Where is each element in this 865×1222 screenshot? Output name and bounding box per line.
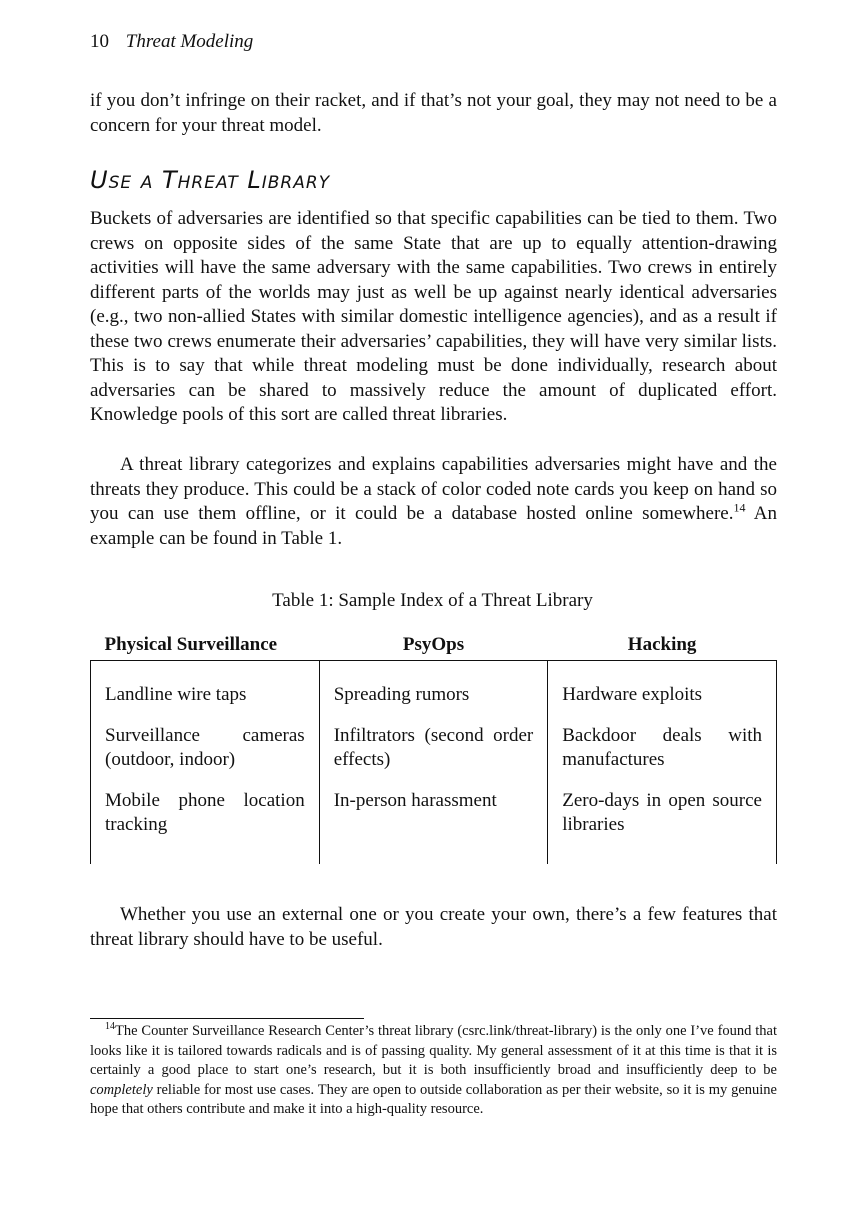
footnote-text: The Counter Surveillance Research Center’s threat library (csrc.link/threat-library) is the only one I’ve found that looks like it is tailored towards radicals and is of passing quality. My general assessment of it at this time is that it is certainly a good place to start one’s research, but it is both insufficiently broad and insufficiently deep to be <box>90 1023 777 1078</box>
table-cell: Infiltrators (second order effects) <box>319 724 548 789</box>
running-title: Threat Modeling <box>125 31 254 52</box>
threat-library-table <box>90 632 777 864</box>
section-title: Use a Threat Library <box>90 166 331 194</box>
footnote-reference[interactable]: 14 <box>733 500 746 515</box>
footnote-rule <box>90 1018 364 1019</box>
table-cell: Zero-days in open source libraries <box>548 789 777 864</box>
paragraph-features: Whether you use an external one or you create your own, there’s a few features that threat library should have to be useful. <box>90 904 777 950</box>
column-header: Hacking <box>548 632 777 661</box>
table-cell: Surveillance cameras (outdoor, indoor) <box>91 724 320 789</box>
paragraph-text: A threat library categorizes and explains capabilities adversaries might have and the threats they produce. This could be a stack of color coded note cards you keep on hand so you can use them offline, or it could be a database hosted online somewhere. <box>90 454 777 524</box>
table-header-row <box>91 632 777 661</box>
table-caption: Table 1: Sample Index of a Threat Library <box>272 590 593 611</box>
paragraph-text: An example can be found in Table 1. <box>90 503 777 549</box>
intro-paragraph: if you don’t infringe on their racket, and if that’s not your goal, they may not need to be a concern for your threat model. <box>90 90 777 136</box>
footnote <box>90 1022 777 1120</box>
table-cell: Mobile phone location tracking <box>91 789 320 864</box>
running-header <box>90 31 253 53</box>
table-row <box>91 724 777 789</box>
footnote-text: reliable for most use cases. They are open to outside collaboration as per their website, so it is my genuine hope that others contribute and make it into a high-quality resource. <box>90 1081 777 1117</box>
table-cell: Hardware exploits <box>548 683 777 724</box>
footnote-emphasis: completely <box>90 1081 153 1098</box>
table-cell: Spreading rumors <box>319 683 548 724</box>
column-header: PsyOps <box>319 632 548 661</box>
table-cell: In-person harassment <box>319 789 548 864</box>
paragraph-threat-libraries: Buckets of adversaries are identified so that specific capabilities can be tied to them. Two crews on opposite sides of the same State that are up to equally attention-drawing activities will have the same adversary with the same capabilities. Two crews in entirely different parts of the worlds may just as well be up against nearly identical adversaries (e.g., two non-allied States with similar domestic intelligence agencies), and as a result if these two crews enumerate their adversaries’ capabilities, they will have very similar lists. This is to say that while threat modeling must be done individually, research about adversaries can be shared to massively reduce the amount of duplicated effort. Knowledge pools of this sort are called threat libraries. <box>90 208 777 425</box>
page-number: 10 <box>90 31 109 52</box>
table-row <box>91 683 777 724</box>
footnote-mark: 14 <box>105 1021 115 1033</box>
column-header: Physical Surveillance <box>91 632 320 661</box>
table-spacer-row <box>91 661 777 684</box>
table-row <box>91 789 777 864</box>
paragraph-threat-library-definition <box>90 453 777 551</box>
table-cell: Landline wire taps <box>91 683 320 724</box>
table-cell: Backdoor deals with manufactures <box>548 724 777 789</box>
